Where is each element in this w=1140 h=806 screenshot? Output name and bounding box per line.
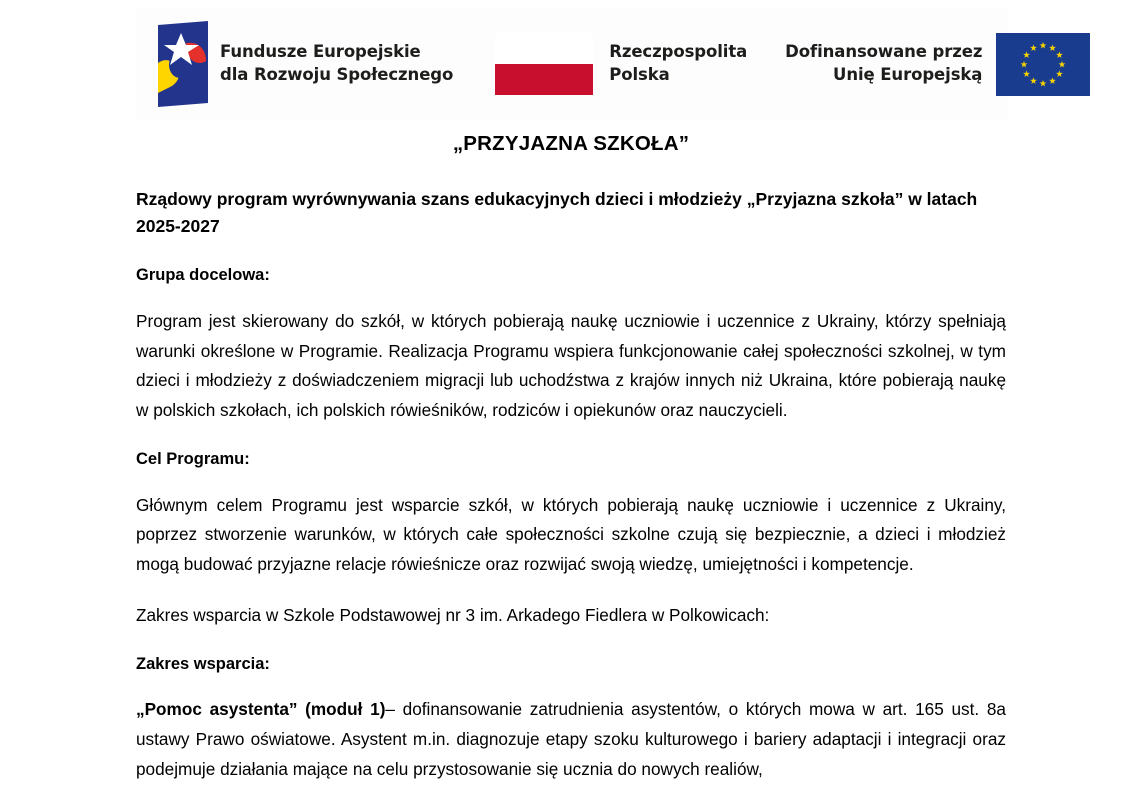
rp-logo-line-2: Polska [609,65,670,84]
fe-logo-line-1: Fundusze Europejskie [220,42,421,62]
fundusze-europejskie-logo-block [136,8,453,120]
document-title: „PRZYJAZNA SZKOŁA” [452,132,690,155]
european-union-logo-text [785,41,982,87]
section-paragraph-grupa-docelowa: Program jest skierowany do szkół, w których pobierają naukę uczniowie i uczennice z Ukrainy, którzy spełniają warunki określone w Programie. Realizacja Programu wspiera funkcjonowanie całej społeczności szkolnej, w tym dzieci i młodzieży z doświadczeniem migracji lub uchodźstwa z krajów innych niż Ukraina, które pobierają naukę w polskich szkołach, ich polskich rówieśników, rodziców i opiekunów oraz nauczycieli. [136,310,1006,421]
document-content [136,132,1006,806]
module-1-bold-label: „Pomoc asystenta” (moduł 1) [136,699,386,720]
eu-funding-logo-bar [136,8,1008,120]
fundusze-europejskie-logo-text [220,41,453,87]
section-heading-zakres-wsparcia: Zakres wsparcia: [136,654,270,673]
eu-logo-line-2: Unię Europejską [833,65,983,84]
section-heading-cel-programu: Cel Programu: [136,449,250,468]
rp-logo-line-1: Rzeczpospolita [609,42,748,62]
fundusze-europejskie-logo-icon [150,21,208,107]
eu-logo-line-1: Dofinansowane przez [785,42,983,62]
document-subtitle: Rządowy program wyrównywania szans edukacyjnych dzieci i młodzieży „Przyjazna szkoła” w latach 2025-2027 [136,189,978,236]
european-union-logo-block [785,8,1090,120]
fe-logo-line-2: dla Rozwoju Społecznego [220,65,454,84]
rzeczpospolita-polska-logo-block [495,8,747,120]
module-1-paragraph [136,695,1006,784]
poland-flag-icon [495,33,593,95]
european-union-flag-icon [996,33,1090,96]
section-paragraph-cel-programu: Głównym celem Programu jest wsparcie szkół, w których pobierają naukę uczniowie i uczennice z Ukrainy, poprzez stworzenie warunków, w których całe społeczności szkolne czują się bezpiecznie, a dzieci i młodzież mogą budować przyjazne relacje rówieśnicze oraz rozwijać swoją wiedzę, umiejętności i kompetencje. [136,494,1006,575]
scope-intro-paragraph: Zakres wsparcia w Szkole Podstawowej nr 3 im. Arkadego Fiedlera w Polkowicach: [136,604,770,625]
section-heading-grupa-docelowa: Grupa docelowa: [136,266,270,285]
rzeczpospolita-polska-logo-text [609,41,747,87]
module-1-rest-text: – dofinansowanie zatrudnienia asystentów, o których mowa w art. 165 ust. 8a ustawy Prawo oświatowe. Asystent m.in. diagnozuje etapy szoku kulturowego i bariery adaptacji i integracji oraz podejmuje działania mające na celu przystosowanie się ucznia do nowych realiów, [136,699,1006,779]
